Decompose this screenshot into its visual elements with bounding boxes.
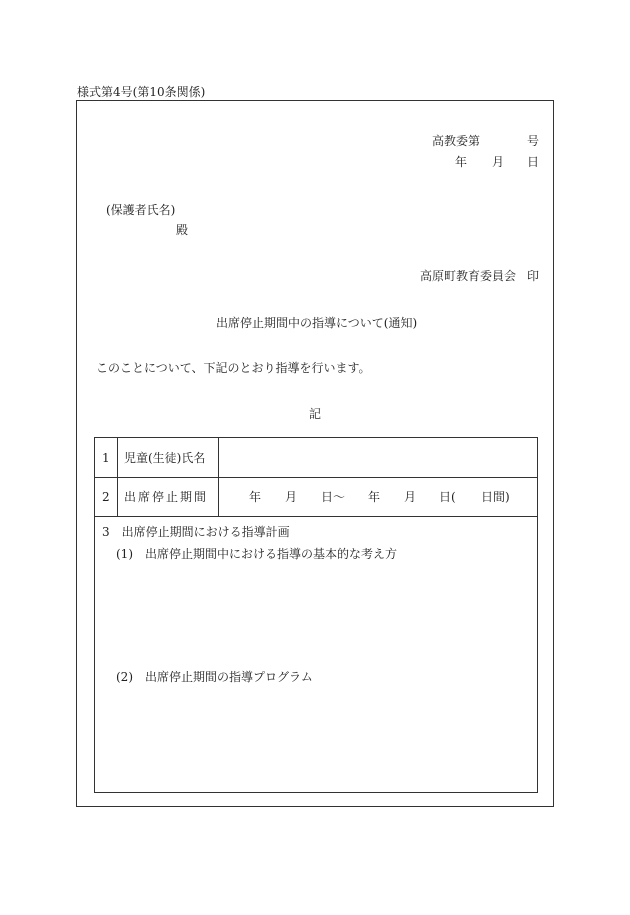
doc-number-prefix: 高教委第 [432, 134, 481, 148]
period-start-day: 日〜 [321, 490, 346, 504]
recipient-label: (保護者氏名) [106, 203, 176, 217]
period-end-day: 日( [439, 490, 456, 504]
document-title: 出席停止期間中の指導について(通知) [216, 316, 418, 330]
row-divider-1 [94, 477, 538, 478]
label-column-divider [218, 437, 219, 517]
row1-number: 1 [102, 451, 110, 465]
ki-mark: 記 [309, 407, 322, 421]
honorific: 殿 [176, 223, 189, 237]
date-day: 日 [527, 155, 540, 169]
period-end-year: 年 [368, 490, 381, 504]
period-days-count: 日間) [481, 490, 510, 504]
row-divider-2 [94, 516, 538, 517]
number-column-divider [117, 437, 118, 517]
section3-item1: (1) 出席停止期間中における指導の基本的な考え方 [116, 547, 398, 561]
row1-label: 児童(生徒)氏名 [124, 451, 206, 465]
issuer-name: 高原町教育委員会 [420, 269, 517, 283]
period-start-year: 年 [249, 490, 262, 504]
section3-heading: 3 出席停止期間における指導計画 [102, 525, 290, 539]
period-start-month: 月 [285, 490, 298, 504]
seal-mark: 印 [527, 269, 540, 283]
section3-item2: (2) 出席停止期間の指導プログラム [116, 670, 313, 684]
intro-text: このことについて、下記のとおり指導を行います。 [96, 361, 371, 375]
date-month: 月 [492, 155, 505, 169]
row2-label: 出席停止期間 [124, 490, 209, 504]
date-year: 年 [455, 155, 468, 169]
row2-number: 2 [102, 490, 110, 504]
period-end-month: 月 [404, 490, 417, 504]
form-number-label: 様式第4号(第10条関係) [77, 85, 206, 99]
doc-number-suffix: 号 [527, 134, 540, 148]
